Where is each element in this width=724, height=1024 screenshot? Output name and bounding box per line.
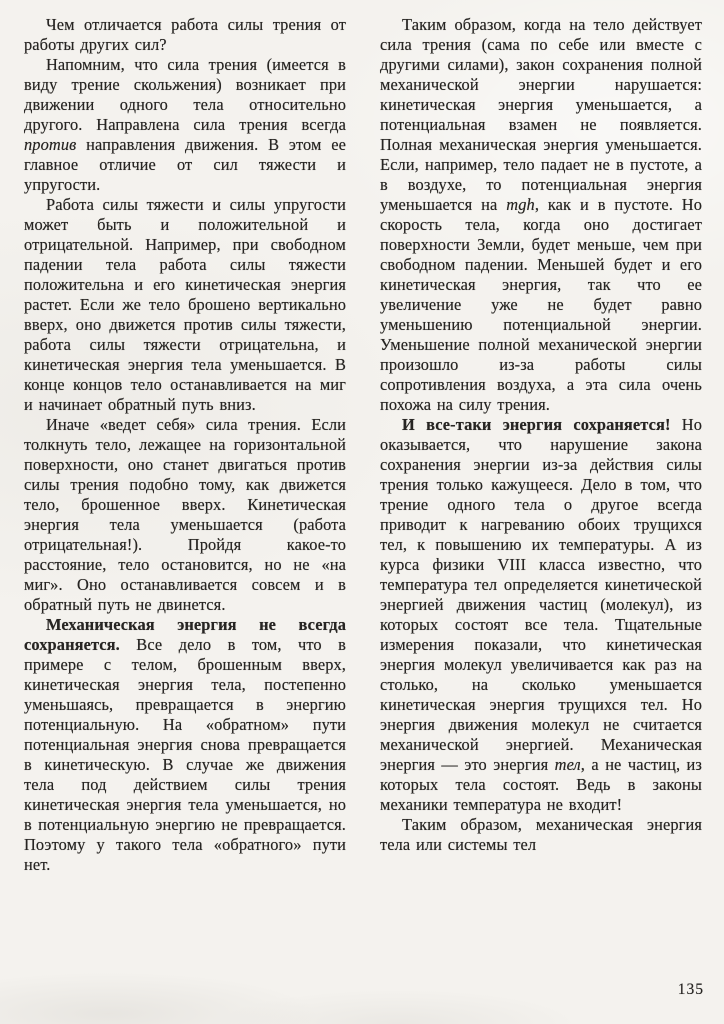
paragraph xyxy=(24,415,346,615)
paragraph xyxy=(24,15,346,55)
text-run: , как и в пустоте. Но скорость тела, когда оно достигает поверхности Земли, будет меньше, чем при свободном падении. Меньшей будет и его кинетическая энергия, так что ее увеличение уже не будет равно уменьшению потенциальной энергии. Уменьшение полной механической энергии произошло из-за работы силы сопротивления воздуха, а эта сила очень похожа на силу трения. xyxy=(380,195,702,414)
text-run: Таким образом, механическая энергия тела или системы тел xyxy=(380,815,702,854)
column-right xyxy=(380,15,702,875)
page-number: 135 xyxy=(677,981,704,998)
italic-run: против xyxy=(24,135,77,154)
text-columns xyxy=(24,15,704,875)
bold-run: Механическая энергия не всегда сохраняется. xyxy=(24,615,346,654)
bold-run: И все-таки энергия сохраняется! xyxy=(402,415,682,434)
text-run: Напомним, что сила трения (имеется в виду трение скольжения) возникает при движении одного тела относительно другого. Направлена сила трения всегда xyxy=(24,55,346,134)
column-left xyxy=(24,15,346,875)
text-run: Чем отличается работа силы трения от работы других сил? xyxy=(24,15,346,54)
paragraph xyxy=(24,615,346,875)
paragraph xyxy=(24,55,346,195)
text-run: Все дело в том, что в примере с телом, брошенным вверх, кинетическая энергия тела, постепенно уменьшаясь, превращается в энергию потенциальную. На «обратном» пути потенциальная энергия снова превращается в кинетическую. В случае же движения тела под действием силы трения кинетическая энергия тела уменьшается, но в потенциальную энергию не превращается. Поэтому у такого тела «обратного» пути нет. xyxy=(24,635,346,874)
italic-run: mgh xyxy=(506,195,535,214)
italic-run: тел xyxy=(554,755,581,774)
text-run: Иначе «ведет себя» сила трения. Если толкнуть тело, лежащее на горизонтальной поверхности, оно станет двигаться против силы трения подобно тому, как движется тело, брошенное вверх. Кинетическая энергия тела уменьшается (работа отрицательная!). Пройдя какое-то расстояние, тело остановится, но не «на миг». Оно останавливается совсем и в обратный путь не двинется. xyxy=(24,415,346,614)
text-run: Работа силы тяжести и силы упругости может быть и положительной и отрицательной. Например, при свободном падении тела работа силы тяжести положительна и его кинетическая энергия растет. Если же тело брошено вертикально вверх, оно движется против силы тяжести, работа силы тяжести отрицательна, и кинетическая энергия тела уменьшается. В конце концов тело останавливается на миг и начинает обратный путь вниз. xyxy=(24,195,346,414)
paragraph xyxy=(380,15,702,415)
text-run: Таким образом, когда на тело действует сила трения (сама по себе или вместе с другими силами), закон сохранения полной механической энергии нарушается: кинетическая энергия уменьшается, а потенциальная взамен не появляется. Полная механическая энергия уменьшается. Если, например, тело падает не в пустоте, а в воздухе, то потенциальная энергия уменьшается на xyxy=(380,15,702,214)
paragraph xyxy=(380,415,702,815)
paragraph xyxy=(380,815,702,855)
text-run: Но оказывается, что нарушение закона сохранения энергии из-за действия силы трения только кажущееся. Дело в том, что трение одного тела о другое всегда приводит к нагреванию обоих трущихся тел, к повышению их температуры. А из курса физики VIII класса известно, что температура тел определяется кинетической энергией движения частиц (молекул), из которых состоят все тела. Тщательные измерения показали, что кинетическая энергия молекул увеличивается как раз на столько, на сколько уменьшается кинетическая энергия трущихся тел. Но энергия движения молекул не считается механической энергией. Механическая энергия — это энергия xyxy=(380,415,702,774)
text-run: , а не частиц, из которых тела состоят. Ведь в законы механики температура не входит! xyxy=(380,755,703,814)
paragraph xyxy=(24,195,346,415)
text-run: направления движения. В этом ее главное отличие от сил тяжести и упругости. xyxy=(24,135,346,194)
